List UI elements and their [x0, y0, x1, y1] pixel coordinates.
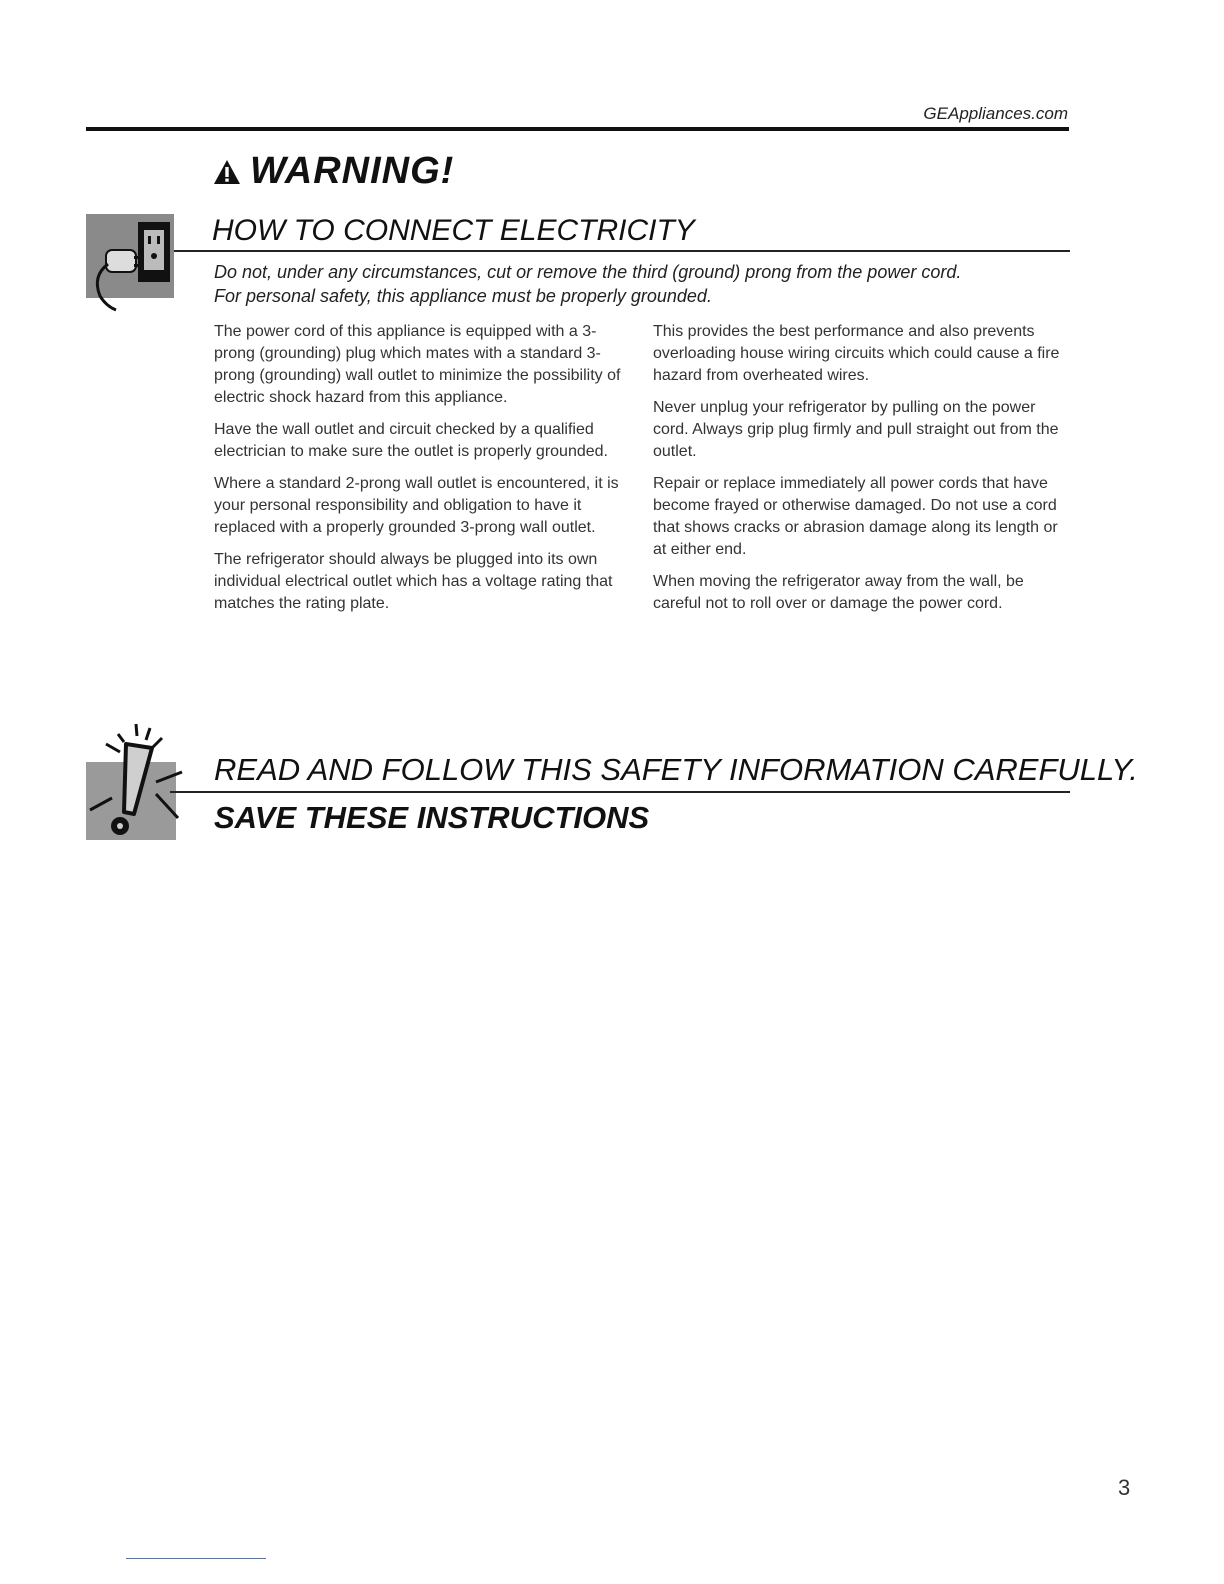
right-column	[653, 321, 1073, 625]
paragraph: Where a standard 2-prong wall outlet is encountered, it is your personal responsibility and obligation to have it replaced with a properly grounded 3-prong wall outlet.	[214, 475, 619, 536]
intro-line-1: Do not, under any circumstances, cut or remove the third (ground) prong from the power cord.	[214, 262, 962, 282]
paragraph: Never unplug your refrigerator by pulling on the power cord. Always grip plug firmly and pull straight out from the outlet.	[653, 399, 1059, 460]
section-title: HOW TO CONNECT ELECTRICITY	[212, 214, 695, 247]
site-url: GEAppliances.com	[923, 104, 1068, 123]
page-number: 3	[1118, 1475, 1131, 1500]
paragraph: When moving the refrigerator away from the wall, be careful not to roll over or damage the power cord.	[653, 573, 1024, 612]
save-instructions-title: SAVE THESE INSTRUCTIONS	[214, 800, 650, 835]
warning-heading	[212, 150, 454, 193]
warning-triangle-icon	[212, 158, 242, 186]
intro-text	[214, 260, 961, 308]
exclamation-alert-icon	[82, 722, 194, 840]
footer-link-line	[126, 1558, 266, 1559]
section-divider	[174, 250, 1070, 252]
intro-line-2: For personal safety, this appliance must be properly grounded.	[214, 286, 712, 306]
paragraph: Have the wall outlet and circuit checked by a qualified electrician to make sure the outlet is properly grounded.	[214, 421, 608, 460]
paragraph: This provides the best performance and also prevents overloading house wiring circuits which could cause a fire hazard from overheated wires.	[653, 323, 1060, 384]
paragraph: The power cord of this appliance is equipped with a 3-prong (grounding) plug which mates with a standard 3-prong (grounding) wall outlet to minimize the possibility of electric shock hazard from this appliance.	[214, 323, 621, 406]
warning-title-text: WARNING!	[250, 150, 455, 192]
left-column	[214, 321, 634, 625]
read-divider	[170, 791, 1070, 793]
top-divider	[86, 127, 1069, 131]
plug-outlet-icon	[86, 214, 174, 312]
paragraph: Repair or replace immediately all power cords that have become frayed or otherwise damaged. Do not use a cord that shows cracks or abrasion damage along its length or at either end.	[653, 475, 1058, 558]
paragraph: The refrigerator should always be plugged into its own individual electrical outlet which has a voltage rating that matches the rating plate.	[214, 551, 613, 612]
read-follow-title: READ AND FOLLOW THIS SAFETY INFORMATION CAREFULLY.	[214, 752, 1138, 787]
